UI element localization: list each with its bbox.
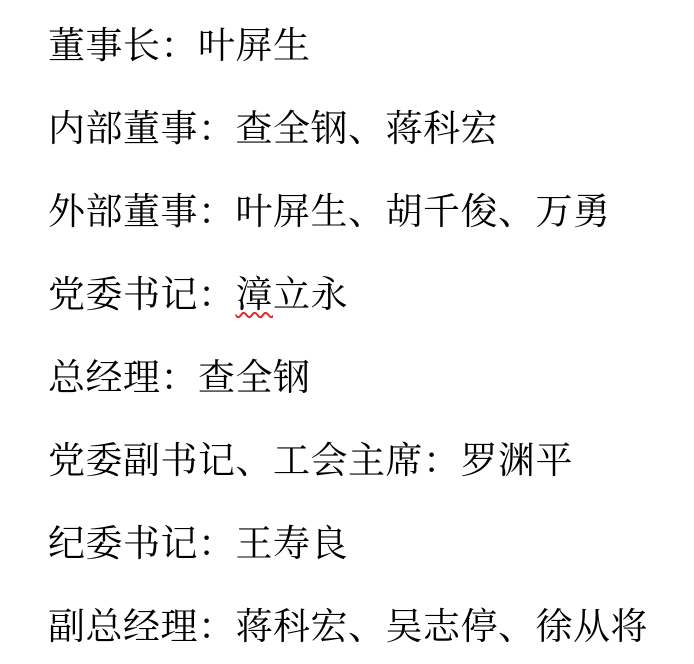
line-internal-directors (48, 83, 694, 166)
line-text: 外部董事：叶屏生、胡千俊、万勇 (48, 189, 611, 233)
line-text: 副总经理：蒋科宏、吴志停、徐从将 (48, 604, 648, 648)
line-party-secretary (48, 249, 694, 332)
line-discipline-secretary (48, 498, 694, 581)
line-chairman (48, 0, 694, 83)
line-deputy-party-secretary-union-chairman (48, 415, 694, 498)
line-text: 党委副书记、工会主席：罗渊平 (48, 438, 573, 482)
line-text: 内部董事：查全钢、蒋科宏 (48, 106, 498, 150)
line-text: 立永 (273, 272, 348, 316)
line-text: 总经理：查全钢 (48, 355, 311, 399)
line-external-directors (48, 166, 694, 249)
line-deputy-general-managers (48, 581, 694, 664)
misspelled-word[interactable]: 漳 (235, 272, 273, 316)
line-text: 董事长：叶屏生 (48, 23, 311, 67)
line-text: 党委书记： (48, 272, 236, 316)
line-general-manager (48, 332, 694, 415)
line-text: 纪委书记：王寿良 (48, 521, 348, 565)
